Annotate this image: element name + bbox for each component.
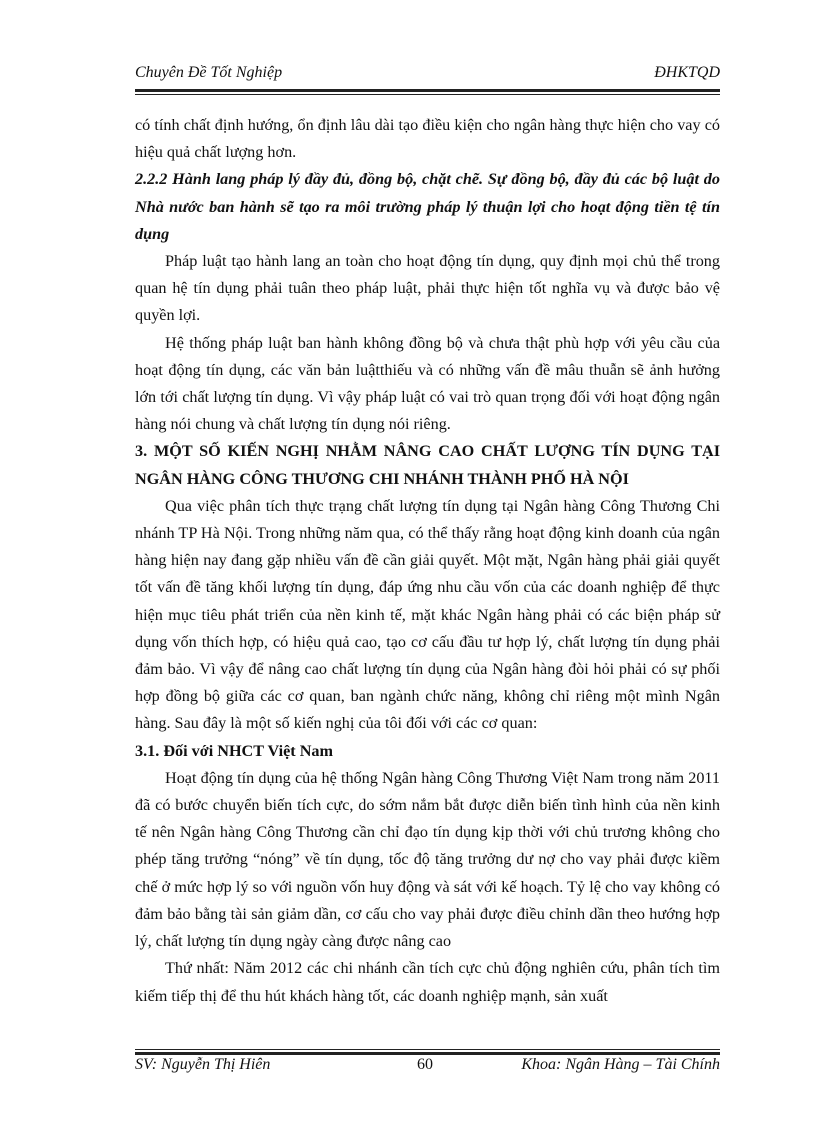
section-heading-3-1: 3.1. Đối với NHCT Việt Nam: [135, 741, 333, 760]
paragraph-law-safety: Pháp luật tạo hành lang an toàn cho hoạt động tín dụng, quy định mọi chủ thể trong quan hệ tín dụng phải tuân theo pháp luật, phải thực hiện tốt nghĩa vụ và được bảo vệ quyền lợi.: [135, 252, 720, 325]
page-body: [135, 112, 720, 1010]
page-header: [135, 64, 720, 88]
paragraph-continuation: có tính chất định hướng, ổn định lâu dài tạo điều kiện cho ngân hàng thực hiện cho vay có hiệu quả chất lượng hơn.: [135, 116, 720, 162]
page-footer: [135, 1056, 720, 1078]
section-heading-3: 3. MỘT SỐ KIẾN NGHỊ NHẰM NÂNG CAO CHẤT LƯỢNG TÍN DỤNG TẠI NGÂN HÀNG CÔNG THƯƠNG CHI NHÁNH THÀNH PHỐ HÀ NỘI: [135, 442, 720, 488]
page-number: 60: [417, 1056, 433, 1073]
paragraph-analysis: Qua việc phân tích thực trạng chất lượng tín dụng tại Ngân hàng Công Thương Chi nhánh TP Hà Nội. Trong những năm qua, có thể thấy rằng hoạt động kinh doanh của ngân hàng hiện nay đang gặp nhiều vấn đề cần giải quyết. Một mặt, Ngân hàng phải giải quyết tốt vấn đề tăng khối lượng tín dụng, đáp ứng nhu cầu vốn của các doanh nghiệp để thực hiện mục tiêu phát triển của nền kinh tế, mặt khác Ngân hàng phải có các biện pháp sử dụng vốn thích hợp, có hiệu quả cao, tạo cơ cấu đầu tư hợp lý, chất lượng tín dụng phải đảm bảo. Vì vậy để nâng cao chất lượng tín dụng của Ngân hàng đòi hỏi phải có sự phối hợp đồng bộ giữa các cơ quan, ban ngành chức năng, không chỉ riêng một mình Ngân hàng. Sau đây là một số kiến nghị của tôi đối với các cơ quan:: [135, 496, 720, 733]
subsection-heading-2-2-2: 2.2.2 Hành lang pháp lý đầy đủ, đồng bộ, chặt chẽ. Sự đồng bộ, đầy đủ các bộ luật do Nhà nước ban hành sẽ tạo ra môi trường pháp lý thuận lợi cho hoạt động tiền tệ tín dụng: [135, 170, 720, 243]
header-title: Chuyên Đề Tốt Nghiệp: [135, 64, 283, 81]
paragraph-law-system: Hệ thống pháp luật ban hành không đồng bộ và chưa thật phù hợp với yêu cầu của hoạt động tín dụng, các văn bản luậtthiếu và có những vấn đề mâu thuẫn sẽ ảnh hưởng lớn tới chất lượng tín dụng. Vì vậy pháp luật có vai trò quan trọng đối với hoạt động ngân hàng nói chung và chất lượng tín dụng nói riêng.: [135, 333, 720, 434]
header-institution: ĐHKTQD: [654, 64, 720, 81]
paragraph-credit-activity: Hoạt động tín dụng của hệ thống Ngân hàng Công Thương Việt Nam trong năm 2011 đã có bước chuyển biến tích cực, do sớm nắm bắt được diễn biến tình hình của nền kinh tế nên Ngân hàng Công Thương cần chỉ đạo tín dụng kịp thời với chủ trương không cho phép tăng trưởng “nóng” về tín dụng, tốc độ tăng trưởng dư nợ cho vay phải được kiềm chế ở mức hợp lý so với nguồn vốn huy động và sát với kế hoạch. Tỷ lệ cho vay không có đảm bảo bằng tài sản giảm dần, cơ cấu cho vay phải được điều chỉnh dần theo hướng hợp lý, chất lượng tín dụng ngày càng được nâng cao: [135, 768, 720, 951]
header-rule-thick: [135, 89, 720, 92]
footer-faculty: Khoa: Ngân Hàng – Tài Chính: [521, 1056, 720, 1073]
footer-rule-thick: [135, 1052, 720, 1055]
footer-rule-thin: [135, 1049, 720, 1050]
header-rule-thin: [135, 94, 720, 95]
footer-student: SV: Nguyễn Thị Hiên: [135, 1056, 271, 1073]
paragraph-first-point: Thứ nhất: Năm 2012 các chi nhánh cần tích cực chủ động nghiên cứu, phân tích tìm kiếm tiếp thị để thu hút khách hàng tốt, các doanh nghiệp mạnh, sản xuất: [135, 959, 720, 1005]
